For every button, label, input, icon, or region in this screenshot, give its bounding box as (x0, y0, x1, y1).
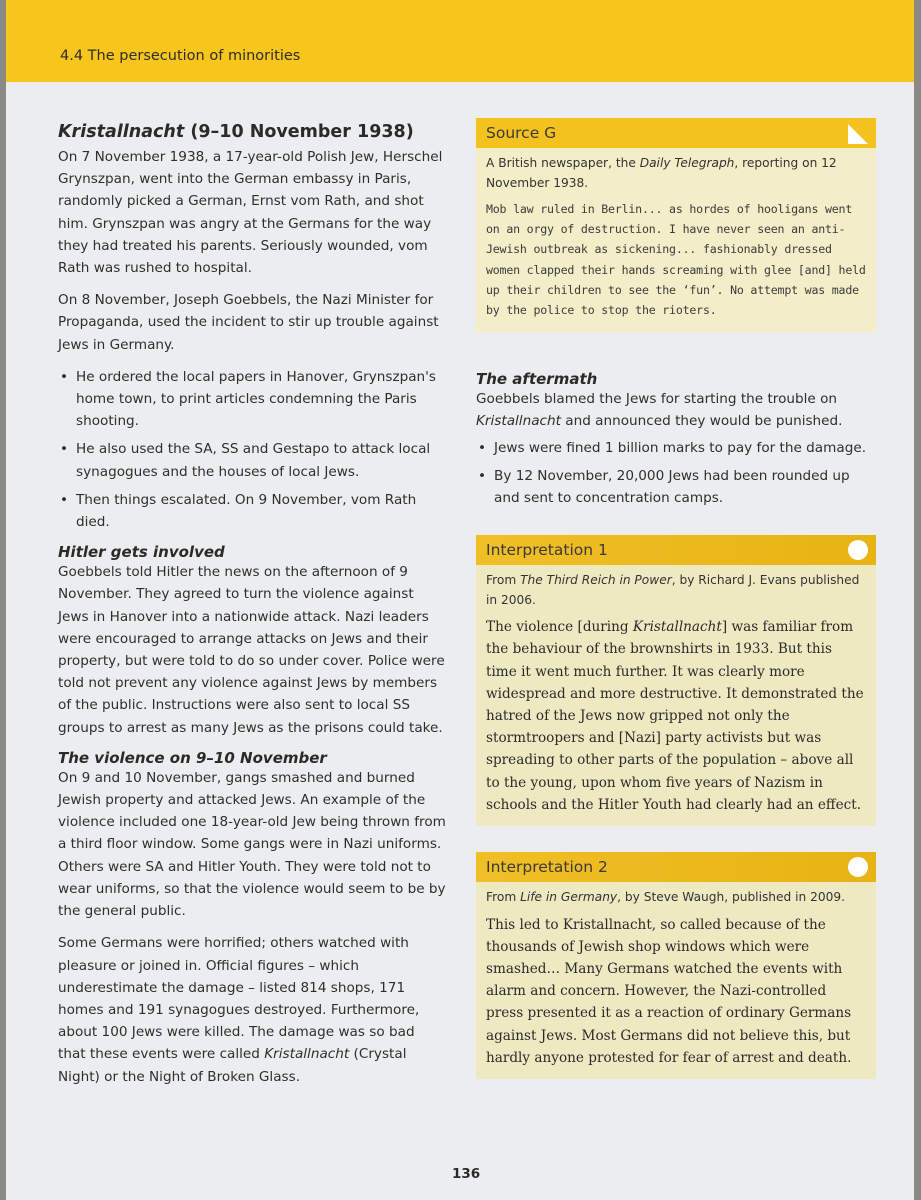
paragraph-goebbels: On 8 November, Joseph Goebbels, the Nazi Minister for Propaganda, used the incident to stir up trouble against Jews in Germany. (58, 292, 439, 353)
interpretation-2-quote: This led to Kristallnacht, so called because of the thousands of Jewish shop windows which were smashed… Many Germans watched the events with alarm and concern. However, the Nazi-controlled press presented it as a reaction of ordinary Germans against Jews. Most Germans did not believe this, but hardly anyone protested for fear of arrest and death. (486, 916, 852, 1066)
bullet-icon: • (60, 368, 69, 385)
circle-icon (848, 540, 868, 560)
left-column (58, 122, 446, 1098)
interpretation-1-box (476, 535, 876, 826)
paragraph-aftermath: Goebbels blamed the Jews for starting the trouble on Kristallnacht and announced they would be punished. (476, 391, 843, 430)
source-g-header (476, 118, 876, 148)
corner-triangle-icon (848, 124, 868, 144)
circle-icon (848, 857, 868, 877)
source-g-quote: Mob law ruled in Berlin... as hordes of hooligans went on an orgy of destruction. I have never seen an anti-Jewish outbreak as sickening... fashionably dressed women clapped their hands screaming with glee [and] held up their children to see the ‘fun’. No attempt was made by the police to stop the rioters. (486, 202, 866, 318)
interpretation-1-header (476, 535, 876, 565)
page-number: 136 (452, 1166, 481, 1182)
right-column (476, 118, 876, 1079)
interpretation-1-quote: The violence [during Kristallnacht] was familiar from the behaviour of the brownshirts in 1933. But this time it went much further. It was clearly more widespread and more destructive. It demonstrated the hatred of the Jews now gripped not only the stormtroopers and [Nazi] party activists but was spreading to other parts of the population – above all to the young, upon whom five years of Nazism in schools and the Hitler Youth had clearly had an effect. (486, 619, 864, 813)
chapter-header-band (6, 0, 914, 82)
bullet-icon: • (478, 467, 487, 484)
list-item: • He ordered the local papers in Hanover, Grynszpan's home town, to print articles condemning the Paris shooting. (58, 366, 446, 433)
section-title: 4.4 The persecution of minorities (60, 48, 301, 64)
heading-hitler-involved: Hitler gets involved (58, 543, 225, 562)
book-page (6, 0, 914, 1200)
goebbels-bullet-list (58, 366, 446, 533)
paragraph-grynszpan: On 7 November 1938, a 17-year-old Polish Jew, Herschel Grynszpan, went into the German embassy in Paris, randomly picked a German, Ernst vom Rath, and shot him. Grynszpan was angry at the Germans for the way they had treated his parents. Seriously wounded, vom Rath was rushed to hospital. (58, 149, 443, 277)
bullet-icon: • (60, 491, 69, 508)
list-item: • He also used the SA, SS and Gestapo to attack local synagogues and the houses of local Jews. (58, 438, 446, 482)
heading-aftermath: The aftermath (476, 370, 598, 389)
interpretation-1-title: Interpretation 1 (486, 541, 608, 560)
interpretation-1-caption: From The Third Reich in Power, by Richard J. Evans published in 2006. (486, 573, 860, 607)
list-item: • By 12 November, 20,000 Jews had been rounded up and sent to concentration camps. (476, 465, 876, 509)
title-rest: (9–10 November 1938) (184, 122, 414, 142)
interpretation-2-header (476, 852, 876, 882)
bullet-icon: • (478, 439, 487, 456)
title-italic: Kristallnacht (58, 122, 185, 142)
heading-violence: The violence on 9–10 November (58, 748, 327, 767)
interpretation-2-title: Interpretation 2 (486, 858, 608, 877)
aftermath-bullet-list (476, 437, 876, 510)
paragraph-damage: Some Germans were horrified; others watched with pleasure or joined in. Official figures – which underestimate the damage – listed 814 shops, 171 homes and 191 synagogues destroyed. Furthermore, about 100 Jews were killed. The damage was so bad that these events were called Kristallnacht (Crystal Night) or the Night of Broken Glass. (58, 935, 420, 1085)
interpretation-2-box (476, 852, 876, 1079)
list-item: • Jews were fined 1 billion marks to pay for the damage. (476, 437, 876, 459)
interpretation-2-caption: From Life in Germany, by Steve Waugh, published in 2009. (486, 890, 846, 905)
paragraph-violence: On 9 and 10 November, gangs smashed and burned Jewish property and attacked Jews. An example of the violence included one 18-year-old Jew being thrown from a third floor window. Some gangs were in Nazi uniforms. Others were SA and Hitler Youth. They were told not to wear uniforms, so that the violence would seem to be by the general public. (58, 769, 446, 920)
source-g-caption: A British newspaper, the Daily Telegraph, reporting on 12 November 1938. (486, 156, 837, 190)
page-title (58, 122, 446, 142)
bullet-icon: • (60, 441, 69, 458)
list-item: • Then things escalated. On 9 November, vom Rath died. (58, 489, 446, 533)
source-g-title: Source G (486, 124, 557, 142)
source-g-box (476, 118, 876, 332)
paragraph-hitler: Goebbels told Hitler the news on the afternoon of 9 November. They agreed to turn the violence against Jews in Hanover into a nationwide attack. Nazi leaders were encouraged to arrange attacks on Jews and their property, but were told to do so under cover. Police were told not prevent any violence against Jews by members of the public. Instructions were also sent to local SS groups to arrest as many Jews as the prisons could take. (58, 564, 445, 736)
